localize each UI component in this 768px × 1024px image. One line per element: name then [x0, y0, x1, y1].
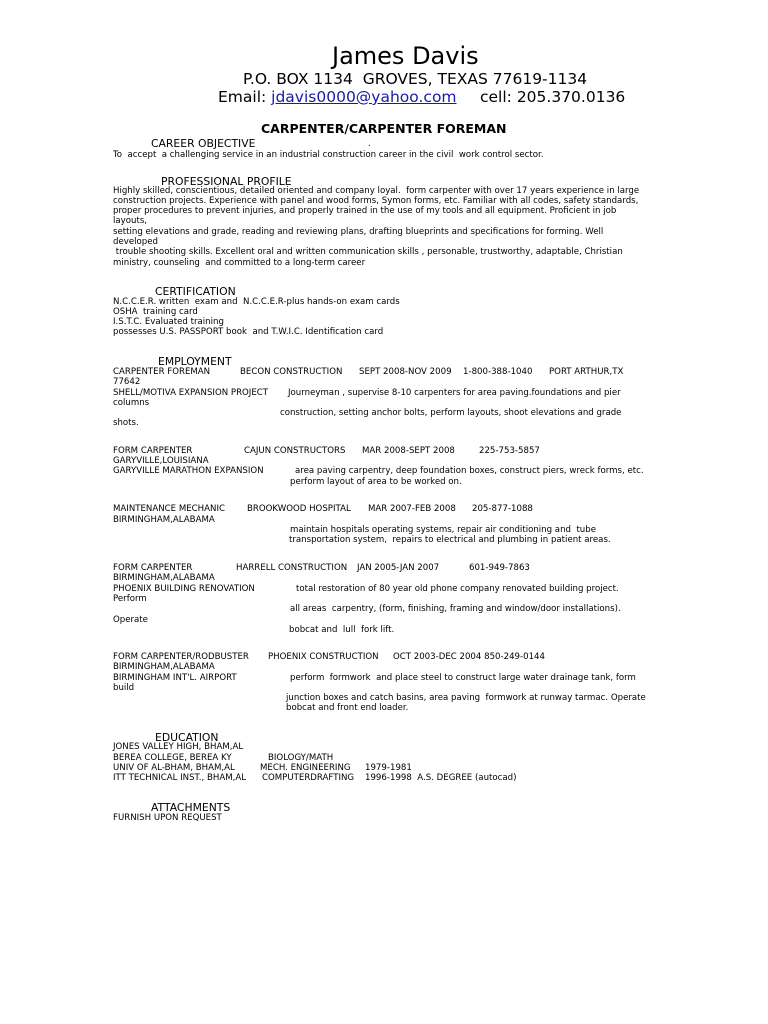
job-description-wrap: shots. [113, 418, 139, 428]
job-title: CARPENTER FOREMAN [113, 367, 211, 377]
profile-line: ministry, counseling and committed to a long-term career [113, 258, 366, 268]
job-project: GARYVILLE MARATHON EXPANSION [113, 466, 264, 476]
attachments-text: FURNISH UPON REQUEST [113, 813, 222, 823]
education-school: BEREA COLLEGE, BEREA KY [113, 753, 232, 763]
job-phone: 601-949-7863 [469, 563, 530, 573]
job-description-wrap: Perform [113, 594, 147, 604]
education-school: UNIV OF AL-BHAM, BHAM,AL [113, 763, 235, 773]
education-field: BIOLOGY/MATH [268, 753, 334, 763]
job-dates: JAN 2005-JAN 2007 [357, 563, 440, 573]
certification-line: OSHA training card [113, 307, 198, 317]
contact-line [218, 88, 457, 106]
education-field: COMPUTERDRAFTING [262, 773, 355, 783]
job-company: CAJUN CONSTRUCTORS [244, 446, 346, 456]
email-label: Email: [218, 88, 272, 106]
objective-dot: . [368, 139, 371, 149]
education-field: MECH. ENGINEERING [260, 763, 351, 773]
profile-line: Highly skilled, conscientious, detailed oriented and company loyal. form carpenter with over 17 years experience in large [113, 186, 640, 196]
objective-heading: CAREER OBJECTIVE [151, 137, 256, 150]
profile-heading: PROFESSIONAL PROFILE [161, 175, 292, 188]
job-company: HARRELL CONSTRUCTION [236, 563, 348, 573]
job-company: BROOKWOOD HOSPITAL [247, 504, 351, 514]
profile-line: developed [113, 237, 158, 247]
job-dates: SEPT 2008-NOV 2009 [359, 367, 452, 377]
job-description-wrap: build [113, 683, 135, 693]
email-link[interactable]: jdavis0000@yahoo.com [271, 88, 457, 106]
job-phone: 1-800-388-1040 [463, 367, 533, 377]
education-school: ITT TECHNICAL INST., BHAM,AL [113, 773, 247, 783]
job-phone: 205-877-1088 [472, 504, 533, 514]
profile-line: setting elevations and grade, reading and reviewing plans, drafting blueprints and specifications for forming. Well [113, 227, 604, 237]
profile-line: proper procedures to prevent injuries, and properly trained in the use of my tools and all equipment. Proficient in job [113, 206, 617, 216]
job-company: BECON CONSTRUCTION [240, 367, 343, 377]
certification-line: N.C.C.E.R. written exam and N.C.C.E.R-plus hands-on exam cards [113, 297, 400, 307]
job-project: SHELL/MOTIVA EXPANSION PROJECT [113, 388, 269, 398]
certification-heading: CERTIFICATION [155, 285, 236, 298]
education-years: 1996-1998 A.S. DEGREE (autocad) [365, 773, 517, 783]
job-phone: 225-753-5857 [479, 446, 540, 456]
resume-title: CARPENTER/CARPENTER FOREMAN [261, 121, 507, 136]
objective-text: To accept a challenging service in an industrial construction career in the civil work control sector. [113, 150, 544, 160]
job-city: GARYVILLE,LOUISIANA [113, 456, 209, 466]
education-school: JONES VALLEY HIGH, BHAM,AL [113, 742, 244, 752]
job-description-wrap: columns [113, 398, 150, 408]
job-title: MAINTENANCE MECHANIC [113, 504, 225, 514]
job-company: PHOENIX CONSTRUCTION [268, 652, 379, 662]
job-city: BIRMINGHAM,ALABAMA [113, 573, 215, 583]
job-project: PHOENIX BUILDING RENOVATION [113, 584, 255, 594]
mailing-address: P.O. BOX 1134 GROVES, TEXAS 77619-1134 [243, 70, 588, 88]
job-dates: MAR 2007-FEB 2008 [368, 504, 456, 514]
job-description: perform formwork and place steel to construct large water drainage tank, form [290, 673, 636, 683]
certification-line: I.S.T.C. Evaluated training [113, 317, 224, 327]
job-description: bobcat and lull fork lift. [289, 625, 395, 635]
job-description: maintain hospitals operating systems, repair air conditioning and tube [290, 525, 596, 535]
profile-line: layouts, [113, 216, 148, 226]
job-description: construction, setting anchor bolts, perform layouts, shoot elevations and grade [280, 408, 622, 418]
job-description: all areas carpentry, (form, finishing, framing and window/door installations). [290, 604, 621, 614]
job-description: Journeyman , supervise 8-10 carpenters for area paving.foundations and pier [288, 388, 621, 398]
resume-name: James Davis [332, 42, 479, 70]
job-description: transportation system, repairs to electrical and plumbing in patient areas. [289, 535, 611, 545]
cell-phone: cell: 205.370.0136 [480, 88, 626, 106]
job-city: BIRMINGHAM,ALABAMA [113, 515, 215, 525]
job-description: junction boxes and catch basins, area paving formwork at runway tarmac. Operate [286, 693, 646, 703]
job-title: FORM CARPENTER/RODBUSTER [113, 652, 249, 662]
profile-line: trouble shooting skills. Excellent oral and written communication skills , personable, trustworthy, adaptable, Christian [113, 247, 623, 257]
job-zip: 77642 [113, 377, 141, 387]
job-description-wrap: Operate [113, 615, 148, 625]
attachments-heading: ATTACHMENTS [151, 801, 231, 814]
job-dates: OCT 2003-DEC 2004 850-249-0144 [393, 652, 545, 662]
employment-heading: EMPLOYMENT [158, 355, 232, 368]
job-description: perform layout of area to be worked on. [290, 477, 462, 487]
job-description: area paving carpentry, deep foundation boxes, construct piers, wreck forms, etc. [295, 466, 644, 476]
profile-line: construction projects. Experience with panel and wood forms, Symon forms, etc. Familiar with all codes, safety standards, [113, 196, 639, 206]
job-title: FORM CARPENTER [113, 446, 193, 456]
job-project: BIRMINGHAM INT'L. AIRPORT [113, 673, 237, 683]
job-description: total restoration of 80 year old phone company renovated building project. [296, 584, 619, 594]
job-dates: MAR 2008-SEPT 2008 [362, 446, 455, 456]
job-description: bobcat and front end loader. [286, 703, 409, 713]
job-city: PORT ARTHUR,TX [549, 367, 624, 377]
job-title: FORM CARPENTER [113, 563, 193, 573]
education-heading: EDUCATION [155, 731, 219, 744]
job-city: BIRMINGHAM,ALABAMA [113, 662, 215, 672]
education-years: 1979-1981 [365, 763, 412, 773]
certification-line: possesses U.S. PASSPORT book and T.W.I.C. Identification card [113, 327, 384, 337]
